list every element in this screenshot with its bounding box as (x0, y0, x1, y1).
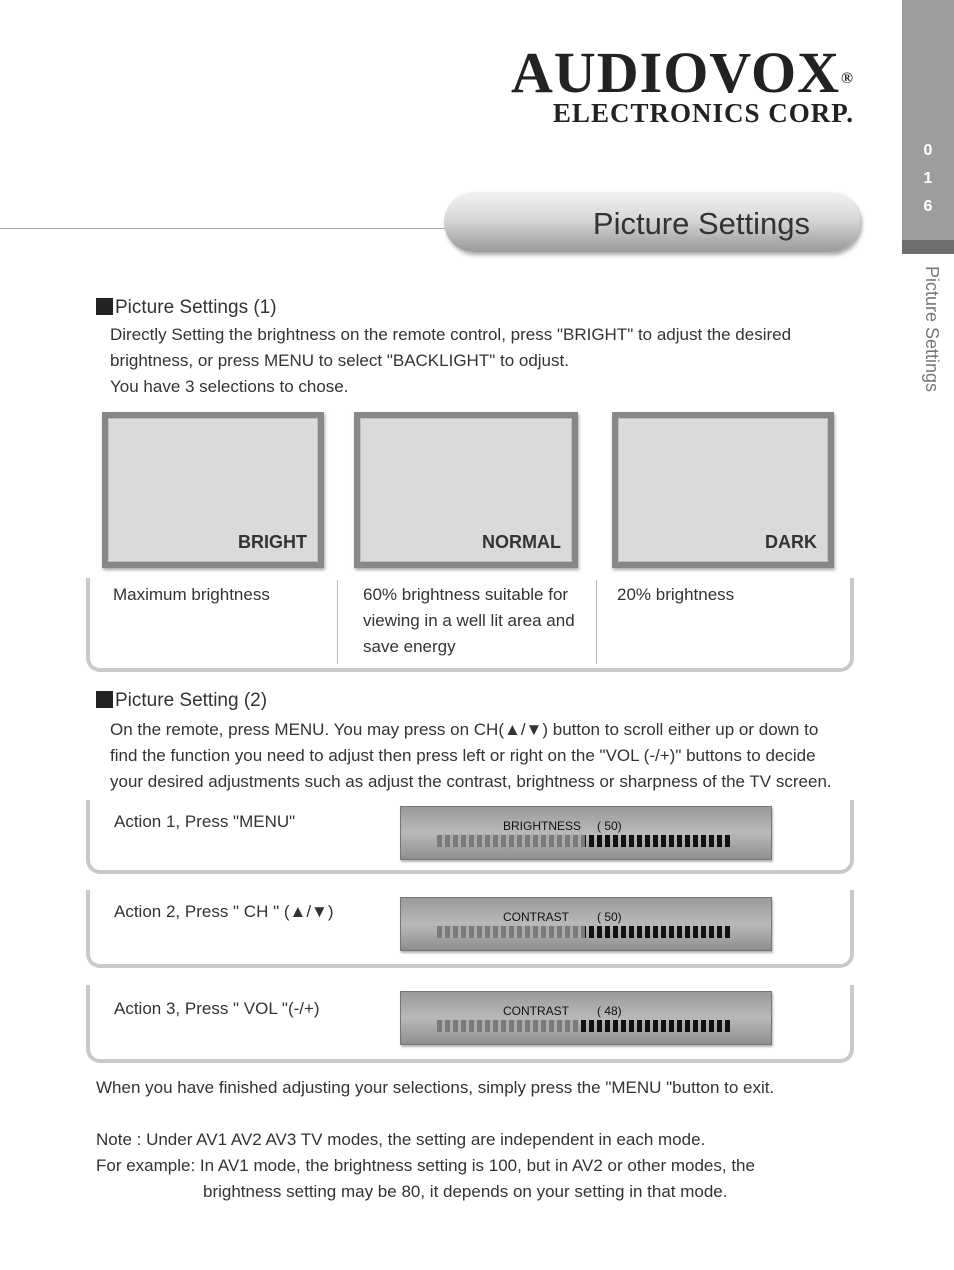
column-divider (337, 580, 338, 664)
osd-value: ( 50) (597, 910, 622, 924)
audiovox-logo (510, 40, 854, 128)
page-digit: 1 (923, 170, 933, 187)
osd-brightness (400, 806, 772, 860)
osd-contrast-adjusted (400, 991, 772, 1045)
registered-mark: ® (841, 70, 854, 87)
osd-value: ( 50) (597, 819, 622, 833)
exit-instruction: When you have finished adjusting your selections, simply press the "MENU "button to exit. (96, 1078, 775, 1097)
column-divider (596, 580, 597, 664)
section2-line: On the remote, press MENU. You may press on CH(▲/▼) button to scroll either up or down to (110, 720, 819, 739)
section2-intro (110, 717, 900, 795)
action-3-label: Action 3, Press " VOL "(-/+) (114, 999, 320, 1018)
osd-level-fill (437, 835, 585, 847)
sidebar-strip (902, 240, 954, 254)
page-title: Picture Settings (592, 206, 810, 241)
screen-label: DARK (765, 532, 817, 552)
section2-heading-text: Picture Setting (2) (115, 690, 268, 711)
section2-line: find the function you need to adjust then press left or right on the "VOL (-/+)" buttons to decide (110, 746, 816, 765)
title-banner (444, 192, 860, 252)
example-line: For example: In AV1 mode, the brightness setting is 100, but in AV2 or other modes, the (96, 1156, 755, 1175)
osd-level-fill (437, 1020, 579, 1032)
section2-heading (96, 690, 267, 712)
title-rule (0, 228, 450, 229)
bright-description: Maximum brightness (113, 585, 270, 604)
action-1-label: Action 1, Press "MENU" (114, 812, 296, 831)
screen-label: NORMAL (482, 532, 561, 552)
normal-screen (354, 412, 578, 568)
section1-heading-text: Picture Settings (1) (115, 297, 277, 318)
bullet-square-icon (96, 691, 113, 708)
bullet-square-icon (96, 298, 113, 315)
section1-line: You have 3 selections to chose. (110, 377, 349, 396)
normal-description: 60% brightness suitable for viewing in a well lit area and save energy (363, 585, 575, 656)
section1-line: Directly Setting the brightness on the remote control, press "BRIGHT" to adjust the desired (110, 325, 792, 344)
osd-value: ( 48) (597, 1004, 622, 1018)
page-digit: 6 (923, 198, 933, 215)
osd-level-fill (437, 926, 585, 938)
dark-screen (612, 412, 834, 568)
example-continuation: brightness setting may be 80, it depends on your setting in that mode. (203, 1182, 728, 1201)
osd-contrast (400, 897, 772, 951)
bright-screen (102, 412, 324, 568)
logo-sub-text: ELECTRONICS CORP. (552, 98, 854, 128)
sidebar-section-label: Picture Settings (922, 266, 942, 393)
page-number-tab (902, 0, 954, 254)
section1-intro (110, 322, 870, 400)
logo-main-text: AUDIOVOX (510, 40, 841, 105)
osd-name: BRIGHTNESS (503, 819, 582, 833)
section1-line: brightness, or press MENU to select "BACKLIGHT" to odjust. (110, 351, 569, 370)
osd-name: CONTRAST (503, 1004, 569, 1018)
mode-note: Note : Under AV1 AV2 AV3 TV modes, the setting are independent in each mode. (96, 1130, 706, 1149)
section1-heading (96, 297, 277, 319)
page-digit: 0 (923, 142, 933, 159)
dark-description: 20% brightness (617, 585, 735, 604)
section2-line: your desired adjustments such as adjust the contrast, brightness or sharpness of the TV screen. (110, 772, 832, 791)
action-2-label: Action 2, Press " CH " (▲/▼) (114, 902, 334, 921)
screen-label: BRIGHT (238, 532, 307, 552)
osd-name: CONTRAST (503, 910, 569, 924)
